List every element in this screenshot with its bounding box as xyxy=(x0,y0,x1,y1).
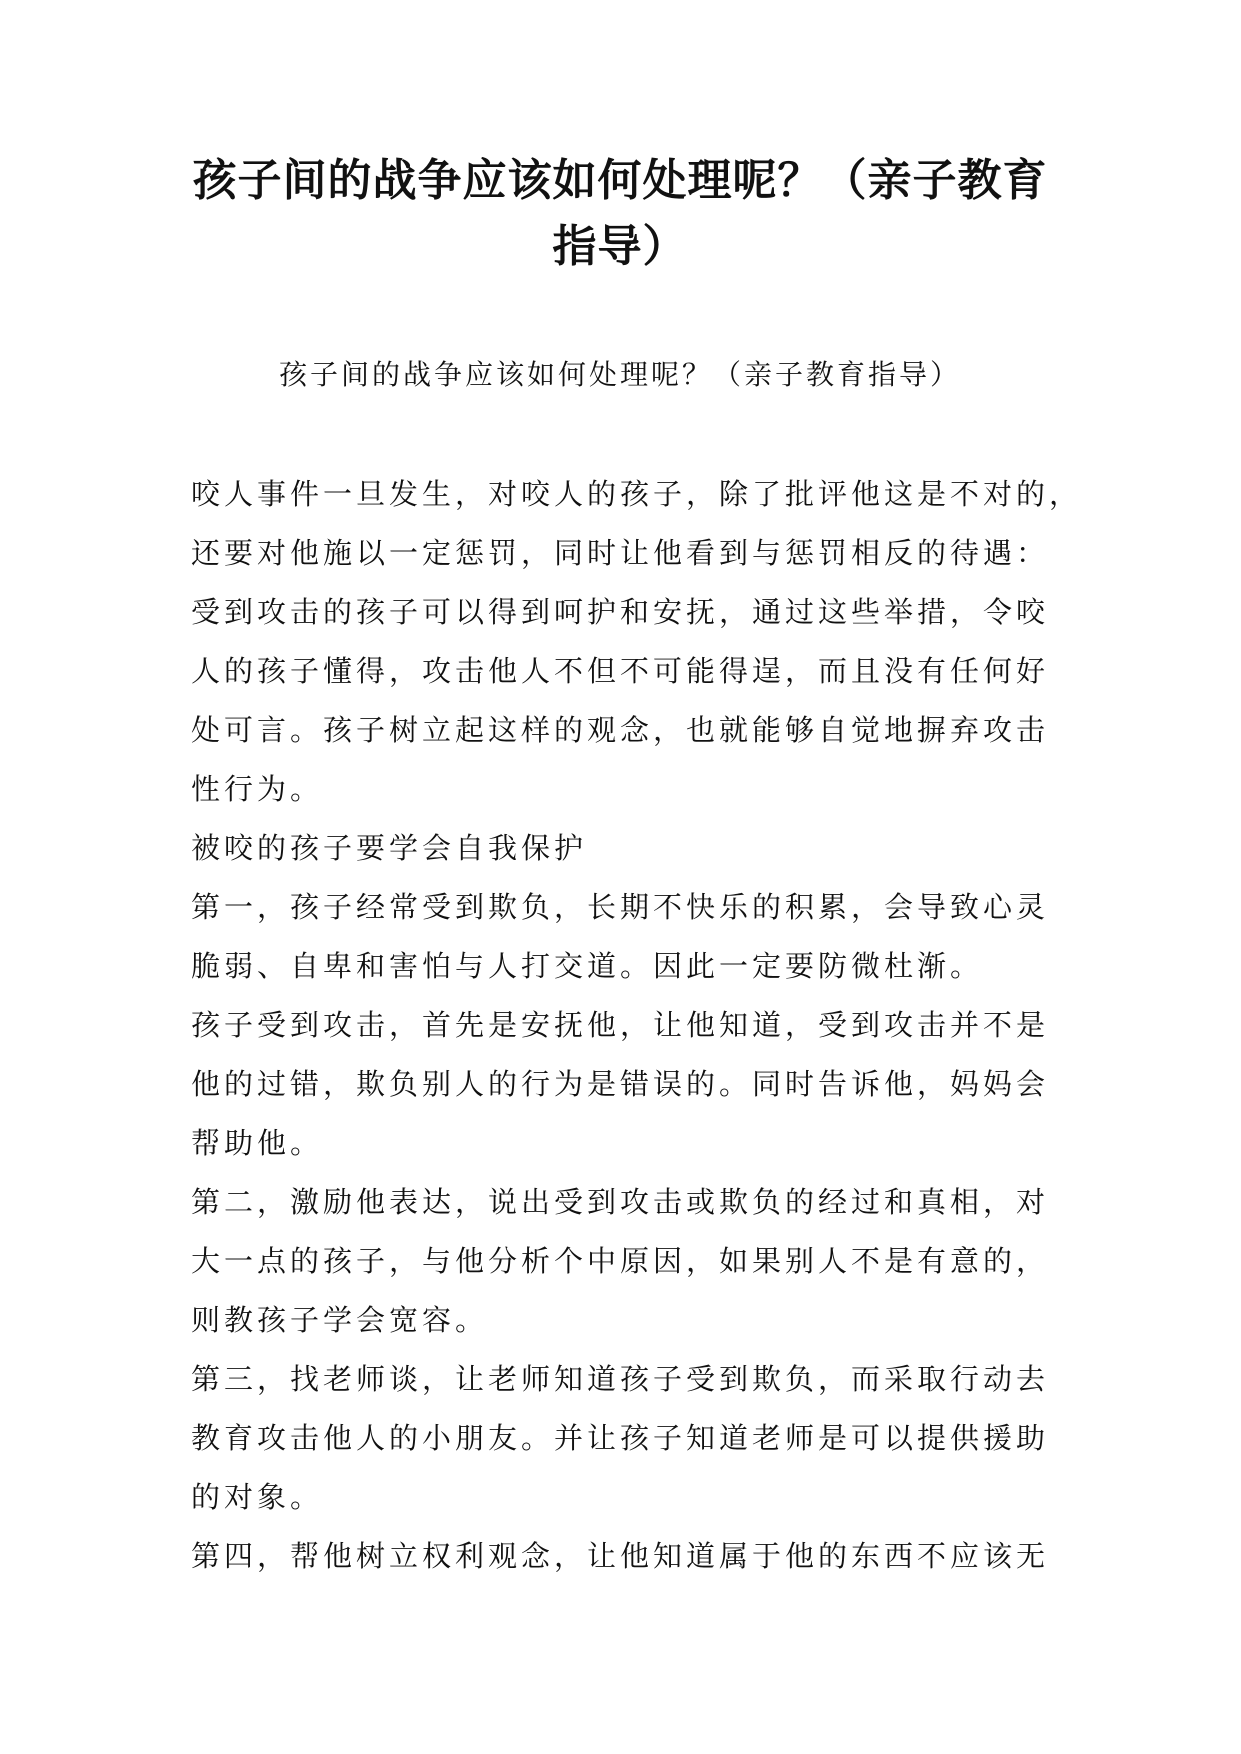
body-line: 性行为。 xyxy=(191,772,324,806)
document-title: 孩子间的战争应该如何处理呢？（亲子教育指导） xyxy=(192,155,1048,272)
section-heading: 被咬的孩子要学会自我保护 xyxy=(191,831,588,865)
body-line: 处可言。孩子树立起这样的观念，也就能够自觉地摒弃攻击 xyxy=(191,713,1050,747)
document-body xyxy=(191,465,1083,1586)
body-line: 教育攻击他人的小朋友。并让孩子知道老师是可以提供援助 xyxy=(191,1421,1050,1455)
body-line: 脆弱、自卑和害怕与人打交道。因此一定要防微杜渐。 xyxy=(191,949,984,983)
body-line: 第一，孩子经常受到欺负，长期不快乐的积累，会导致心灵 xyxy=(191,890,1050,924)
body-line: 还要对他施以一定惩罚，同时让他看到与惩罚相反的待遇： xyxy=(191,536,1050,570)
body-line: 他的过错，欺负别人的行为是错误的。同时告诉他，妈妈会 xyxy=(191,1067,1050,1101)
body-line: 第二，激励他表达，说出受到攻击或欺负的经过和真相，对 xyxy=(191,1185,1050,1219)
document-subtitle: 孩子间的战争应该如何处理呢？（亲子教育指导） xyxy=(278,358,961,391)
body-line: 大一点的孩子，与他分析个中原因，如果别人不是有意的， xyxy=(191,1244,1050,1278)
body-line: 帮助他。 xyxy=(191,1126,324,1160)
body-line: 受到攻击的孩子可以得到呵护和安抚，通过这些举措，令咬 xyxy=(191,595,1050,629)
body-line: 咬人事件一旦发生，对咬人的孩子，除了批评他这是不对的， xyxy=(191,477,1083,511)
body-line: 的对象。 xyxy=(191,1480,324,1514)
body-line: 人的孩子懂得，攻击他人不但不可能得逞，而且没有任何好 xyxy=(191,654,1050,688)
body-line: 孩子受到攻击，首先是安抚他，让他知道，受到攻击并不是 xyxy=(191,1008,1050,1042)
body-line: 第三，找老师谈，让老师知道孩子受到欺负，而采取行动去 xyxy=(191,1362,1050,1396)
body-line: 则教孩子学会宽容。 xyxy=(191,1303,489,1337)
body-line: 第四，帮他树立权利观念，让他知道属于他的东西不应该无 xyxy=(191,1539,1050,1573)
